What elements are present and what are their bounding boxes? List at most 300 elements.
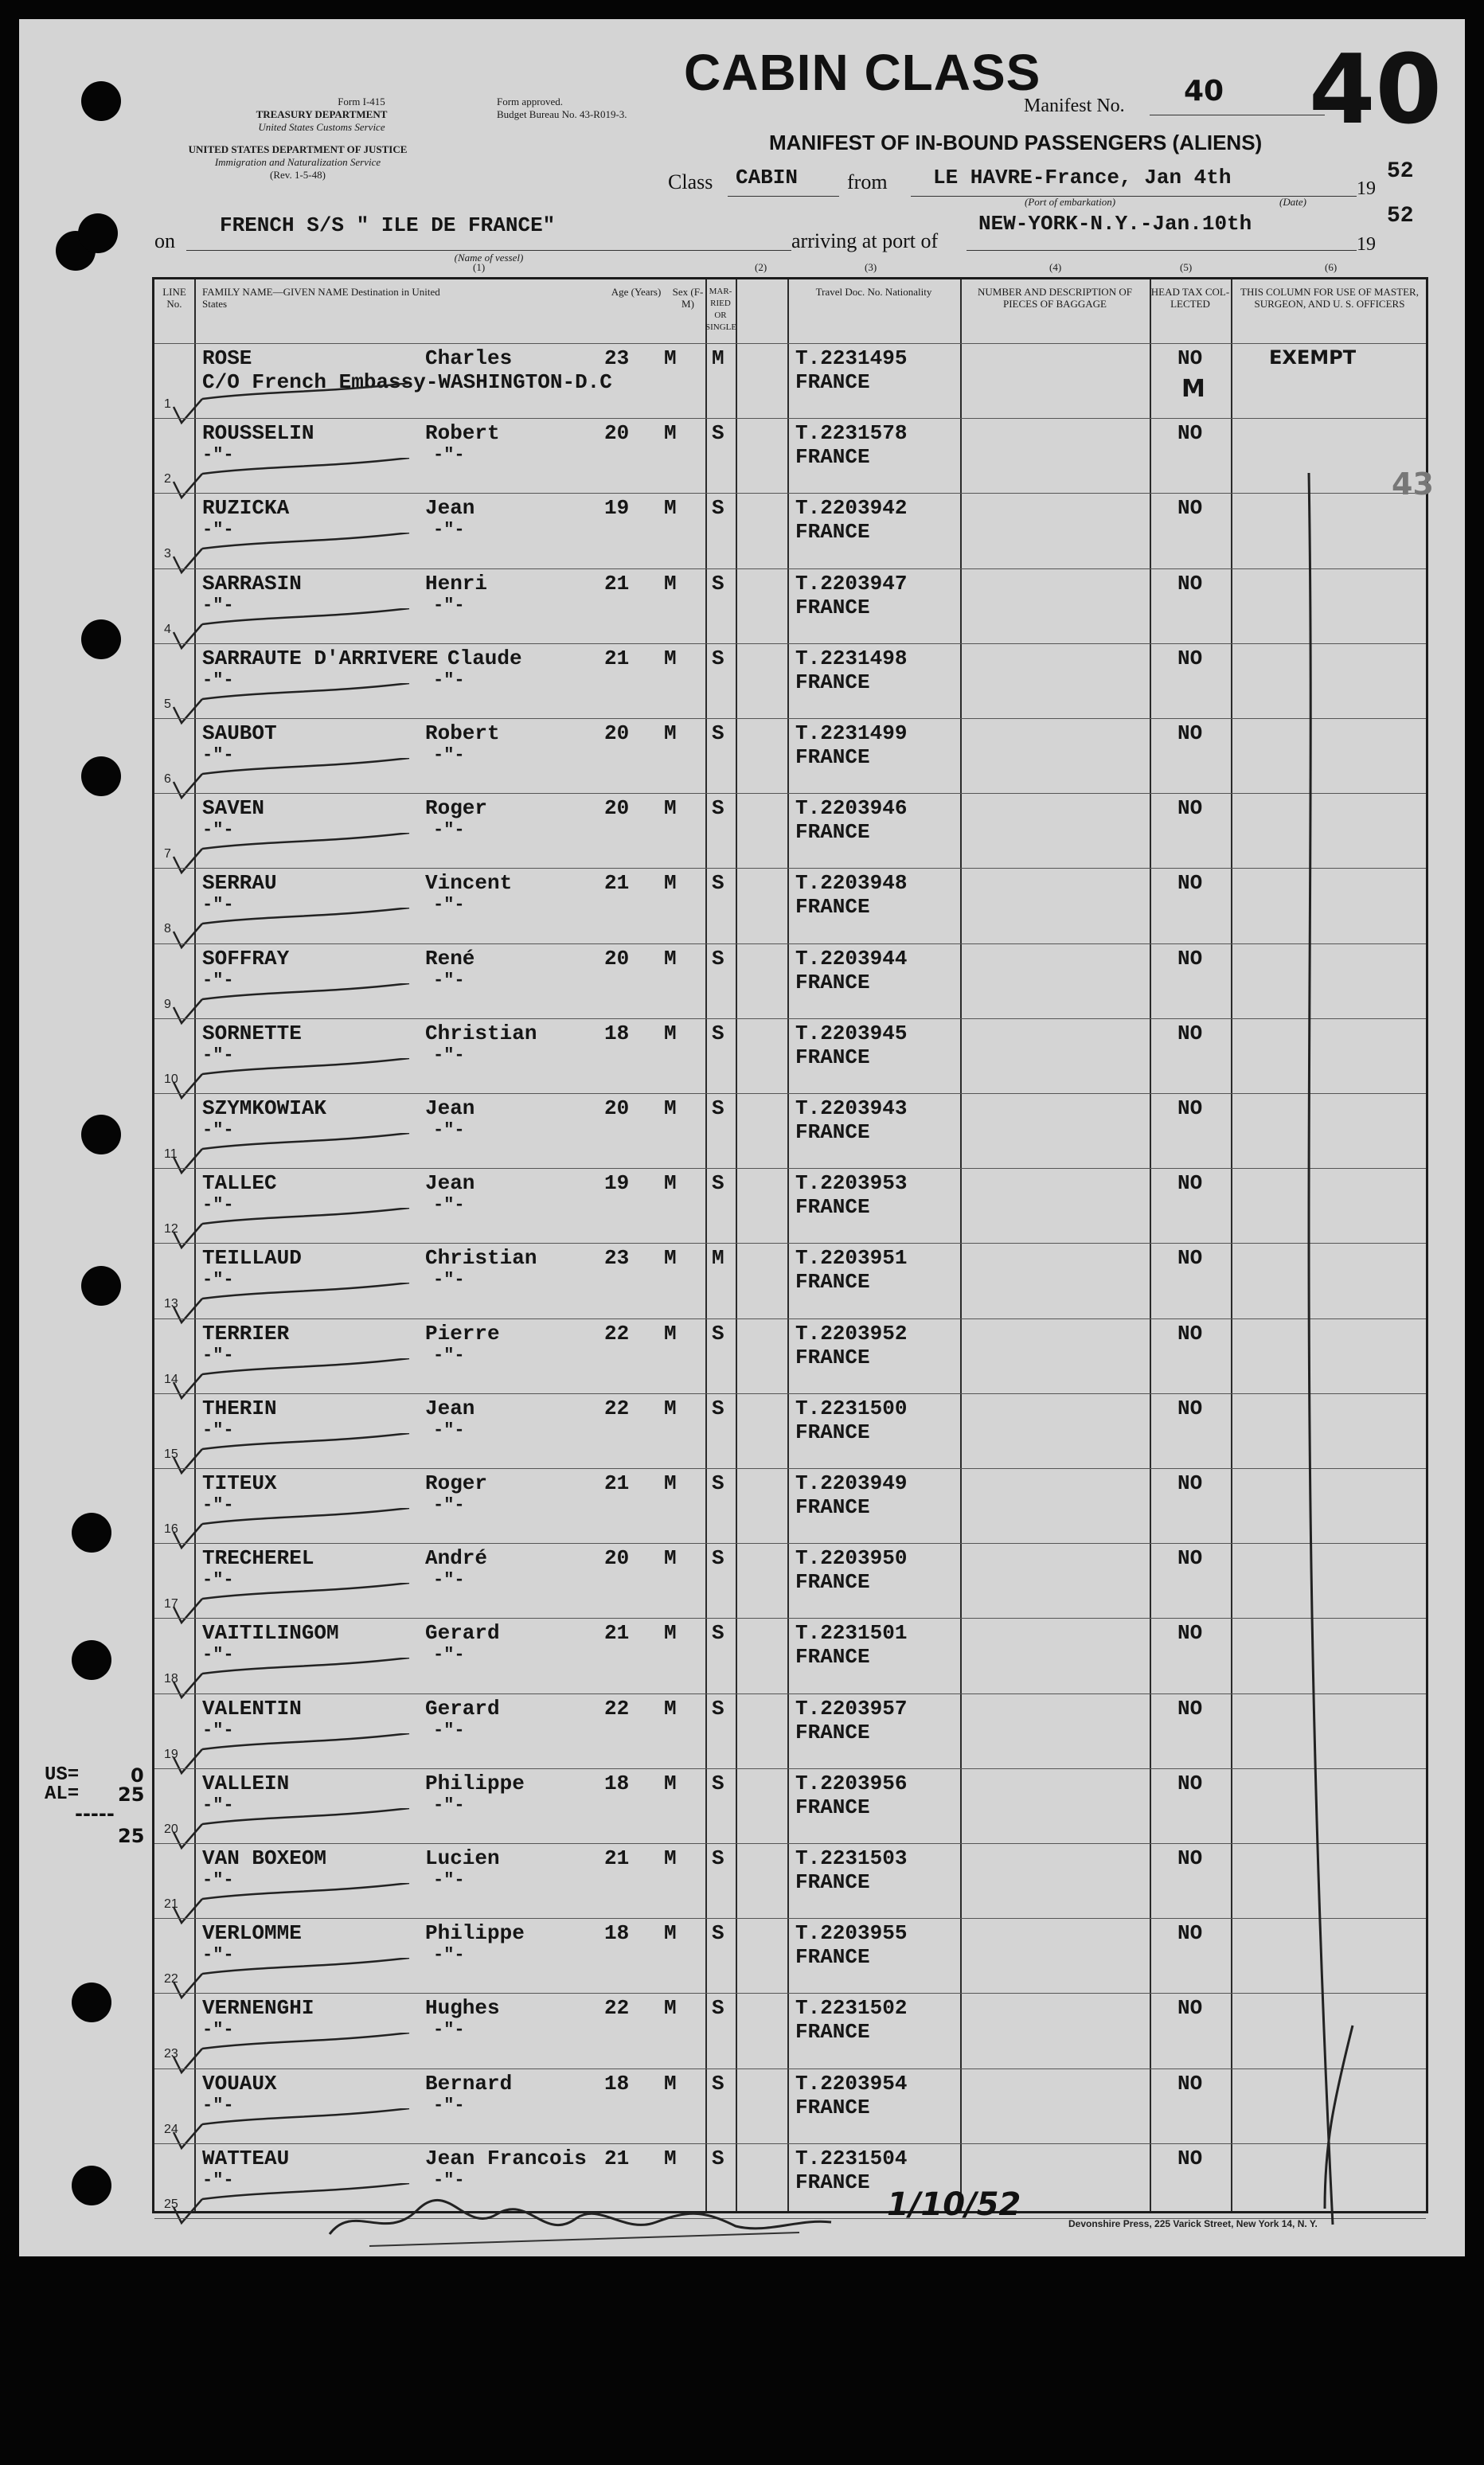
table-row xyxy=(154,1693,1426,1767)
on-label: on xyxy=(154,229,175,252)
age: 21 xyxy=(604,1846,630,1870)
age: 22 xyxy=(604,1696,630,1721)
col-head-age: Age (Years) xyxy=(611,286,662,298)
marital-status: M xyxy=(712,1246,724,1271)
destination: -"- xyxy=(202,970,234,990)
table-row xyxy=(154,1393,1426,1467)
nationality: FRANCE xyxy=(795,1795,870,1819)
given-name: Gerard xyxy=(425,1696,500,1721)
given-name: Robert xyxy=(425,721,500,745)
travel-doc-number: T.2203950 xyxy=(795,1546,908,1571)
col-head-line: LINE No. xyxy=(162,286,186,310)
line-number: 18 xyxy=(164,1672,178,1686)
marital-status: S xyxy=(712,946,724,971)
travel-doc-number: T.2203948 xyxy=(795,871,908,896)
destination-given: -"- xyxy=(433,1870,465,1890)
table-row xyxy=(154,568,1426,642)
age: 18 xyxy=(604,1021,630,1045)
destination-given: -"- xyxy=(433,895,465,916)
destination: -"- xyxy=(202,520,234,541)
family-name: WATTEAU xyxy=(202,2146,290,2170)
punch-hole xyxy=(81,1115,121,1154)
given-name: Gerard xyxy=(425,1621,500,1646)
given-name: Hughes xyxy=(425,1996,500,2021)
travel-doc-number: T.2203953 xyxy=(795,1171,908,1196)
given-name: André xyxy=(425,1546,488,1571)
year-2: 52 xyxy=(1387,204,1414,229)
nationality: FRANCE xyxy=(795,1120,870,1144)
sex: M xyxy=(664,871,677,896)
table-row xyxy=(154,1918,1426,1991)
nationality: FRANCE xyxy=(795,1345,870,1369)
age: 20 xyxy=(604,721,630,745)
destination-given: -"- xyxy=(433,820,465,841)
marital-status: S xyxy=(712,1546,724,1571)
destination-given: -"- xyxy=(433,595,465,615)
travel-doc-number: T.2203942 xyxy=(795,496,908,521)
sex: M xyxy=(664,1921,677,1946)
nationality: FRANCE xyxy=(795,1270,870,1295)
nationality: FRANCE xyxy=(795,745,870,769)
pencil-marks xyxy=(1261,473,1381,2256)
destination-given: -"- xyxy=(433,1270,465,1291)
family-name: SAUBOT xyxy=(202,721,277,745)
vessel-name: FRENCH S/S " ILE DE FRANCE" xyxy=(220,213,556,237)
family-name: VERNENGHI xyxy=(202,1996,314,2021)
col-head-married: MAR- RIED OR SINGLE xyxy=(705,287,737,332)
travel-doc-number: T.2203946 xyxy=(795,796,908,821)
given-name: Roger xyxy=(425,796,488,821)
line-number: 7 xyxy=(164,847,171,861)
head-tax: NO xyxy=(1177,1021,1203,1045)
travel-doc-number: T.2231502 xyxy=(795,1996,908,2021)
marital-status: S xyxy=(712,871,724,896)
line-number: 16 xyxy=(164,1522,178,1536)
given-name: Claude xyxy=(447,646,522,670)
col-head-officers: THIS COLUMN FOR USE OF MASTER, SURGEON, AND U. S. OFFICERS xyxy=(1240,286,1419,310)
family-name: VERLOMME xyxy=(202,1921,302,1946)
tally-total: 25 xyxy=(118,1825,145,1847)
sex: M xyxy=(664,571,677,596)
line-number: 14 xyxy=(164,1372,178,1386)
table-row xyxy=(154,1993,1426,2066)
line-number: 6 xyxy=(164,772,171,786)
form-budget: Budget Bureau No. 43-R019-3. xyxy=(497,108,627,120)
nationality: FRANCE xyxy=(795,2095,870,2119)
family-name: TERRIER xyxy=(202,1321,290,1346)
given-name: Roger xyxy=(425,1471,488,1495)
family-name: VAITILINGOM xyxy=(202,1621,339,1646)
manifest-sheet xyxy=(19,19,1465,2256)
head-tax: NO xyxy=(1177,646,1203,670)
marital-status: S xyxy=(712,1396,724,1420)
travel-doc-number: T.2231498 xyxy=(795,646,908,670)
destination-given: -"- xyxy=(433,1945,465,1966)
sex: M xyxy=(664,1771,677,1795)
destination-given: -"- xyxy=(433,745,465,765)
vessel-rule xyxy=(186,250,791,251)
col-head-baggage: NUMBER AND DESCRIPTION OF PIECES OF BAGGAGE xyxy=(978,286,1132,310)
col-head-travel: Travel Doc. No. Nationality xyxy=(815,286,932,298)
head-tax: NO xyxy=(1177,1246,1203,1271)
marital-status: S xyxy=(712,646,724,670)
nationality: FRANCE xyxy=(795,520,870,545)
line-number: 3 xyxy=(164,547,171,561)
marital-status: S xyxy=(712,1096,724,1120)
tally-us-label: US= xyxy=(45,1764,80,1786)
travel-doc-number: T.2203943 xyxy=(795,1096,908,1120)
age: 18 xyxy=(604,1921,630,1946)
head-tax: NO xyxy=(1177,1996,1203,2021)
destination: -"- xyxy=(202,670,234,690)
table-row xyxy=(154,643,1426,717)
line-number: 21 xyxy=(164,1897,178,1911)
travel-doc-number: T.2231495 xyxy=(795,346,908,370)
sex: M xyxy=(664,796,677,821)
family-name: SORNETTE xyxy=(202,1021,302,1045)
year-prefix-2: 19 xyxy=(1357,234,1376,255)
head-tax: NO xyxy=(1177,721,1203,745)
passenger-table xyxy=(152,277,1428,2213)
nationality: FRANCE xyxy=(795,445,870,470)
destination: -"- xyxy=(202,1870,234,1890)
head-tax: NO xyxy=(1177,1771,1203,1795)
table-row xyxy=(154,868,1426,941)
punch-hole xyxy=(72,1983,111,2022)
table-row xyxy=(154,1843,1426,1916)
marital-status: S xyxy=(712,1321,724,1346)
head-tax: NO xyxy=(1177,1321,1203,1346)
given-name: Philippe xyxy=(425,1921,525,1946)
family-name: VALENTIN xyxy=(202,1696,302,1721)
family-name: TEILLAUD xyxy=(202,1246,302,1271)
line-number: 4 xyxy=(164,622,171,636)
destination-given: -"- xyxy=(433,1570,465,1591)
sex: M xyxy=(664,1471,677,1495)
form-rev: (Rev. 1-5-48) xyxy=(270,169,326,181)
punch-hole xyxy=(72,1640,111,1680)
destination: -"- xyxy=(202,1495,234,1515)
table-row xyxy=(154,418,1426,491)
sex: M xyxy=(664,1546,677,1571)
travel-doc-number: T.2231504 xyxy=(795,2146,908,2170)
travel-doc-number: T.2231500 xyxy=(795,1396,908,1420)
destination: -"- xyxy=(202,895,234,916)
marital-status: S xyxy=(712,496,724,521)
sex: M xyxy=(664,1621,677,1646)
destination-given: -"- xyxy=(433,1720,465,1740)
destination-given: -"- xyxy=(433,2170,465,2190)
head-tax-mark: M xyxy=(1181,375,1205,403)
form-approved: Form approved. xyxy=(497,96,564,107)
destination: -"- xyxy=(202,2170,234,2190)
destination-given: -"- xyxy=(433,2020,465,2041)
line-number: 13 xyxy=(164,1297,178,1311)
nationality: FRANCE xyxy=(795,970,870,994)
nationality: FRANCE xyxy=(795,670,870,694)
col-num-1: (1) xyxy=(473,261,486,273)
sex: M xyxy=(664,2071,677,2096)
nationality: FRANCE xyxy=(795,895,870,920)
sex: M xyxy=(664,1096,677,1120)
sex: M xyxy=(664,1996,677,2021)
destination: -"- xyxy=(202,1420,234,1440)
inspector-signature xyxy=(322,2186,847,2250)
family-name: TRECHEREL xyxy=(202,1546,314,1571)
age: 21 xyxy=(604,1621,630,1646)
age: 23 xyxy=(604,1246,630,1271)
line-number: 8 xyxy=(164,922,171,936)
sex: M xyxy=(664,421,677,446)
age: 22 xyxy=(604,1321,630,1346)
head-tax: NO xyxy=(1177,1696,1203,1721)
table-row xyxy=(154,1018,1426,1092)
line-number: 9 xyxy=(164,997,171,1011)
sex: M xyxy=(664,1246,677,1271)
travel-doc-number: T.2203952 xyxy=(795,1321,908,1346)
destination: -"- xyxy=(202,745,234,765)
family-name: SERRAU xyxy=(202,871,277,896)
marital-status: S xyxy=(712,1921,724,1946)
cabin-class-stamp: CABIN CLASS xyxy=(684,44,1041,101)
given-name: Jean Francois xyxy=(425,2146,587,2170)
destination-given: -"- xyxy=(433,445,465,466)
travel-doc-number: T.2203944 xyxy=(795,946,908,971)
destination: -"- xyxy=(202,820,234,841)
destination-given: -"- xyxy=(433,1195,465,1216)
sex: M xyxy=(664,1171,677,1196)
arrival-rule xyxy=(967,250,1357,251)
family-name: VOUAUX xyxy=(202,2071,277,2096)
nationality: FRANCE xyxy=(795,1495,870,1519)
given-name: René xyxy=(425,946,475,971)
travel-doc-number: T.2231578 xyxy=(795,421,908,446)
sex: M xyxy=(664,496,677,521)
marital-status: S xyxy=(712,1171,724,1196)
punch-hole xyxy=(81,756,121,796)
head-tax: NO xyxy=(1177,796,1203,821)
table-row xyxy=(154,2068,1426,2142)
given-name: Jean xyxy=(425,1396,475,1420)
given-name: Philippe xyxy=(425,1771,525,1795)
family-name: VALLEIN xyxy=(202,1771,290,1795)
line-number: 15 xyxy=(164,1447,178,1461)
destination: -"- xyxy=(202,1345,234,1365)
marital-status: S xyxy=(712,1471,724,1495)
family-name: ROSE xyxy=(202,346,252,370)
manifest-no-handwritten: 40 xyxy=(1184,75,1224,107)
table-row xyxy=(154,1093,1426,1166)
arriving-label: arriving at port of xyxy=(791,229,939,252)
year-prefix-1: 19 xyxy=(1357,178,1376,199)
marital-status: S xyxy=(712,721,724,745)
table-row xyxy=(154,1543,1426,1616)
family-name: TALLEC xyxy=(202,1171,277,1196)
sex: M xyxy=(664,2146,677,2170)
destination-given: -"- xyxy=(433,1120,465,1140)
travel-doc-number: T.2203955 xyxy=(795,1921,908,1946)
punch-hole xyxy=(72,2166,111,2205)
age: 21 xyxy=(604,646,630,670)
col-num-5: (5) xyxy=(1180,261,1193,273)
destination: -"- xyxy=(202,1645,234,1666)
given-name: Christian xyxy=(425,1246,537,1271)
nationality: FRANCE xyxy=(795,595,870,619)
nationality: FRANCE xyxy=(795,370,870,394)
table-row xyxy=(154,493,1426,566)
travel-doc-number: T.2203947 xyxy=(795,571,908,596)
age: 23 xyxy=(604,346,630,370)
from-label: from xyxy=(847,170,888,193)
head-tax: NO xyxy=(1177,1471,1203,1495)
given-name: Bernard xyxy=(425,2071,513,2096)
form-ins: Immigration and Naturalization Service xyxy=(214,156,381,168)
sex: M xyxy=(664,1846,677,1870)
marital-status: S xyxy=(712,1696,724,1721)
family-name: TITEUX xyxy=(202,1471,277,1495)
officer-note: EXEMPT xyxy=(1269,346,1357,369)
given-name: Henri xyxy=(425,571,488,596)
nationality: FRANCE xyxy=(795,1420,870,1444)
tally-al-value: 25 xyxy=(118,1783,145,1806)
vessel-caption: (Name of vessel) xyxy=(454,252,524,264)
head-tax: NO xyxy=(1177,571,1203,596)
line-number: 17 xyxy=(164,1597,178,1611)
given-name: Lucien xyxy=(425,1846,500,1870)
col-num-6: (6) xyxy=(1325,261,1338,273)
family-name: SARRASIN xyxy=(202,571,302,596)
destination-given: -"- xyxy=(433,1495,465,1515)
sex: M xyxy=(664,1396,677,1420)
age: 22 xyxy=(604,1396,630,1420)
table-row xyxy=(154,1243,1426,1316)
manifest-title: MANIFEST OF IN-BOUND PASSENGERS (ALIENS) xyxy=(769,131,1263,154)
given-name: Jean xyxy=(425,1096,475,1120)
punch-hole xyxy=(81,1266,121,1306)
punch-hole xyxy=(81,619,121,659)
family-name: SOFFRAY xyxy=(202,946,290,971)
destination: -"- xyxy=(202,1045,234,1065)
punch-hole xyxy=(78,213,118,253)
nationality: FRANCE xyxy=(795,820,870,845)
col-num-2: (2) xyxy=(755,261,767,273)
age: 21 xyxy=(604,871,630,896)
travel-doc-number: T.2203951 xyxy=(795,1246,908,1271)
line-number: 1 xyxy=(164,397,171,411)
year-1: 52 xyxy=(1387,159,1414,184)
manifest-no-large: 40 xyxy=(1309,35,1442,146)
destination: -"- xyxy=(202,1945,234,1966)
age: 18 xyxy=(604,1771,630,1795)
destination-given: -"- xyxy=(433,520,465,541)
marital-status: S xyxy=(712,1771,724,1795)
marital-status: S xyxy=(712,2146,724,2170)
class-rule xyxy=(728,196,839,197)
from-value: LE HAVRE-France, Jan 4th xyxy=(933,166,1232,189)
head-tax: NO xyxy=(1177,1171,1203,1196)
line-number: 12 xyxy=(164,1222,178,1236)
form-number: Form I-415 xyxy=(338,96,385,107)
punch-hole xyxy=(81,81,121,121)
destination: -"- xyxy=(202,1270,234,1291)
destination-given: -"- xyxy=(433,1795,465,1815)
destination-given: -"- xyxy=(433,1645,465,1666)
head-tax: NO xyxy=(1177,1621,1203,1646)
line-number: 23 xyxy=(164,2047,178,2061)
table-row xyxy=(154,1468,1426,1541)
punch-hole xyxy=(72,1513,111,1553)
line-number: 20 xyxy=(164,1822,178,1836)
given-name: Jean xyxy=(425,496,475,521)
nationality: FRANCE xyxy=(795,2170,870,2194)
sex: M xyxy=(664,721,677,745)
travel-doc-number: T.2231499 xyxy=(795,721,908,745)
form-justice: UNITED STATES DEPARTMENT OF JUSTICE xyxy=(188,143,408,155)
family-name: RUZICKA xyxy=(202,496,290,521)
destination-given: -"- xyxy=(433,1345,465,1365)
given-name: Robert xyxy=(425,421,500,446)
line-number: 25 xyxy=(164,2197,178,2211)
age: 21 xyxy=(604,1471,630,1495)
form-service: United States Customs Service xyxy=(258,121,385,133)
col-head-sex: Sex (F-M) xyxy=(672,286,704,310)
travel-doc-number: T.2203949 xyxy=(795,1471,908,1495)
family-name: THERIN xyxy=(202,1396,277,1420)
travel-doc-number: T.2231501 xyxy=(795,1621,908,1646)
age: 20 xyxy=(604,1546,630,1571)
table-row xyxy=(154,793,1426,866)
head-tax: NO xyxy=(1177,2146,1203,2170)
manifest-no-label: Manifest No. xyxy=(1024,96,1125,116)
given-name: Jean xyxy=(425,1171,475,1196)
destination-given: -"- xyxy=(433,2095,465,2115)
col-head-tax: HEAD TAX COL- LECTED xyxy=(1150,286,1230,310)
line-number: 11 xyxy=(164,1147,178,1161)
table-row xyxy=(154,943,1426,1017)
head-tax: NO xyxy=(1177,496,1203,521)
line-number: 2 xyxy=(164,472,171,486)
nationality: FRANCE xyxy=(795,1045,870,1069)
arrival-value: NEW-YORK-N.Y.-Jan.10th xyxy=(978,212,1252,236)
table-row xyxy=(154,343,1426,416)
marital-status: S xyxy=(712,2071,724,2096)
tally-dash: ----- xyxy=(75,1803,115,1825)
nationality: FRANCE xyxy=(795,1195,870,1220)
head-tax: NO xyxy=(1177,1396,1203,1420)
given-name: Vincent xyxy=(425,871,513,896)
given-name: Christian xyxy=(425,1021,537,1045)
destination: -"- xyxy=(202,1795,234,1815)
age: 20 xyxy=(604,1096,630,1120)
table-row xyxy=(154,1168,1426,1241)
line-number: 22 xyxy=(164,1972,178,1986)
table-row xyxy=(154,1618,1426,1691)
tally-us-value: 0 xyxy=(131,1764,144,1787)
tally-al-label: AL= xyxy=(45,1783,80,1805)
destination-given: -"- xyxy=(433,970,465,990)
head-tax: NO xyxy=(1177,1846,1203,1870)
family-name: SAVEN xyxy=(202,796,265,821)
age: 20 xyxy=(604,421,630,446)
destination: -"- xyxy=(202,1720,234,1740)
line-number: 24 xyxy=(164,2122,178,2136)
destination: -"- xyxy=(202,1120,234,1140)
age: 20 xyxy=(604,796,630,821)
sex: M xyxy=(664,1321,677,1346)
destination: -"- xyxy=(202,595,234,615)
destination: -"- xyxy=(202,2020,234,2041)
nationality: FRANCE xyxy=(795,1645,870,1670)
